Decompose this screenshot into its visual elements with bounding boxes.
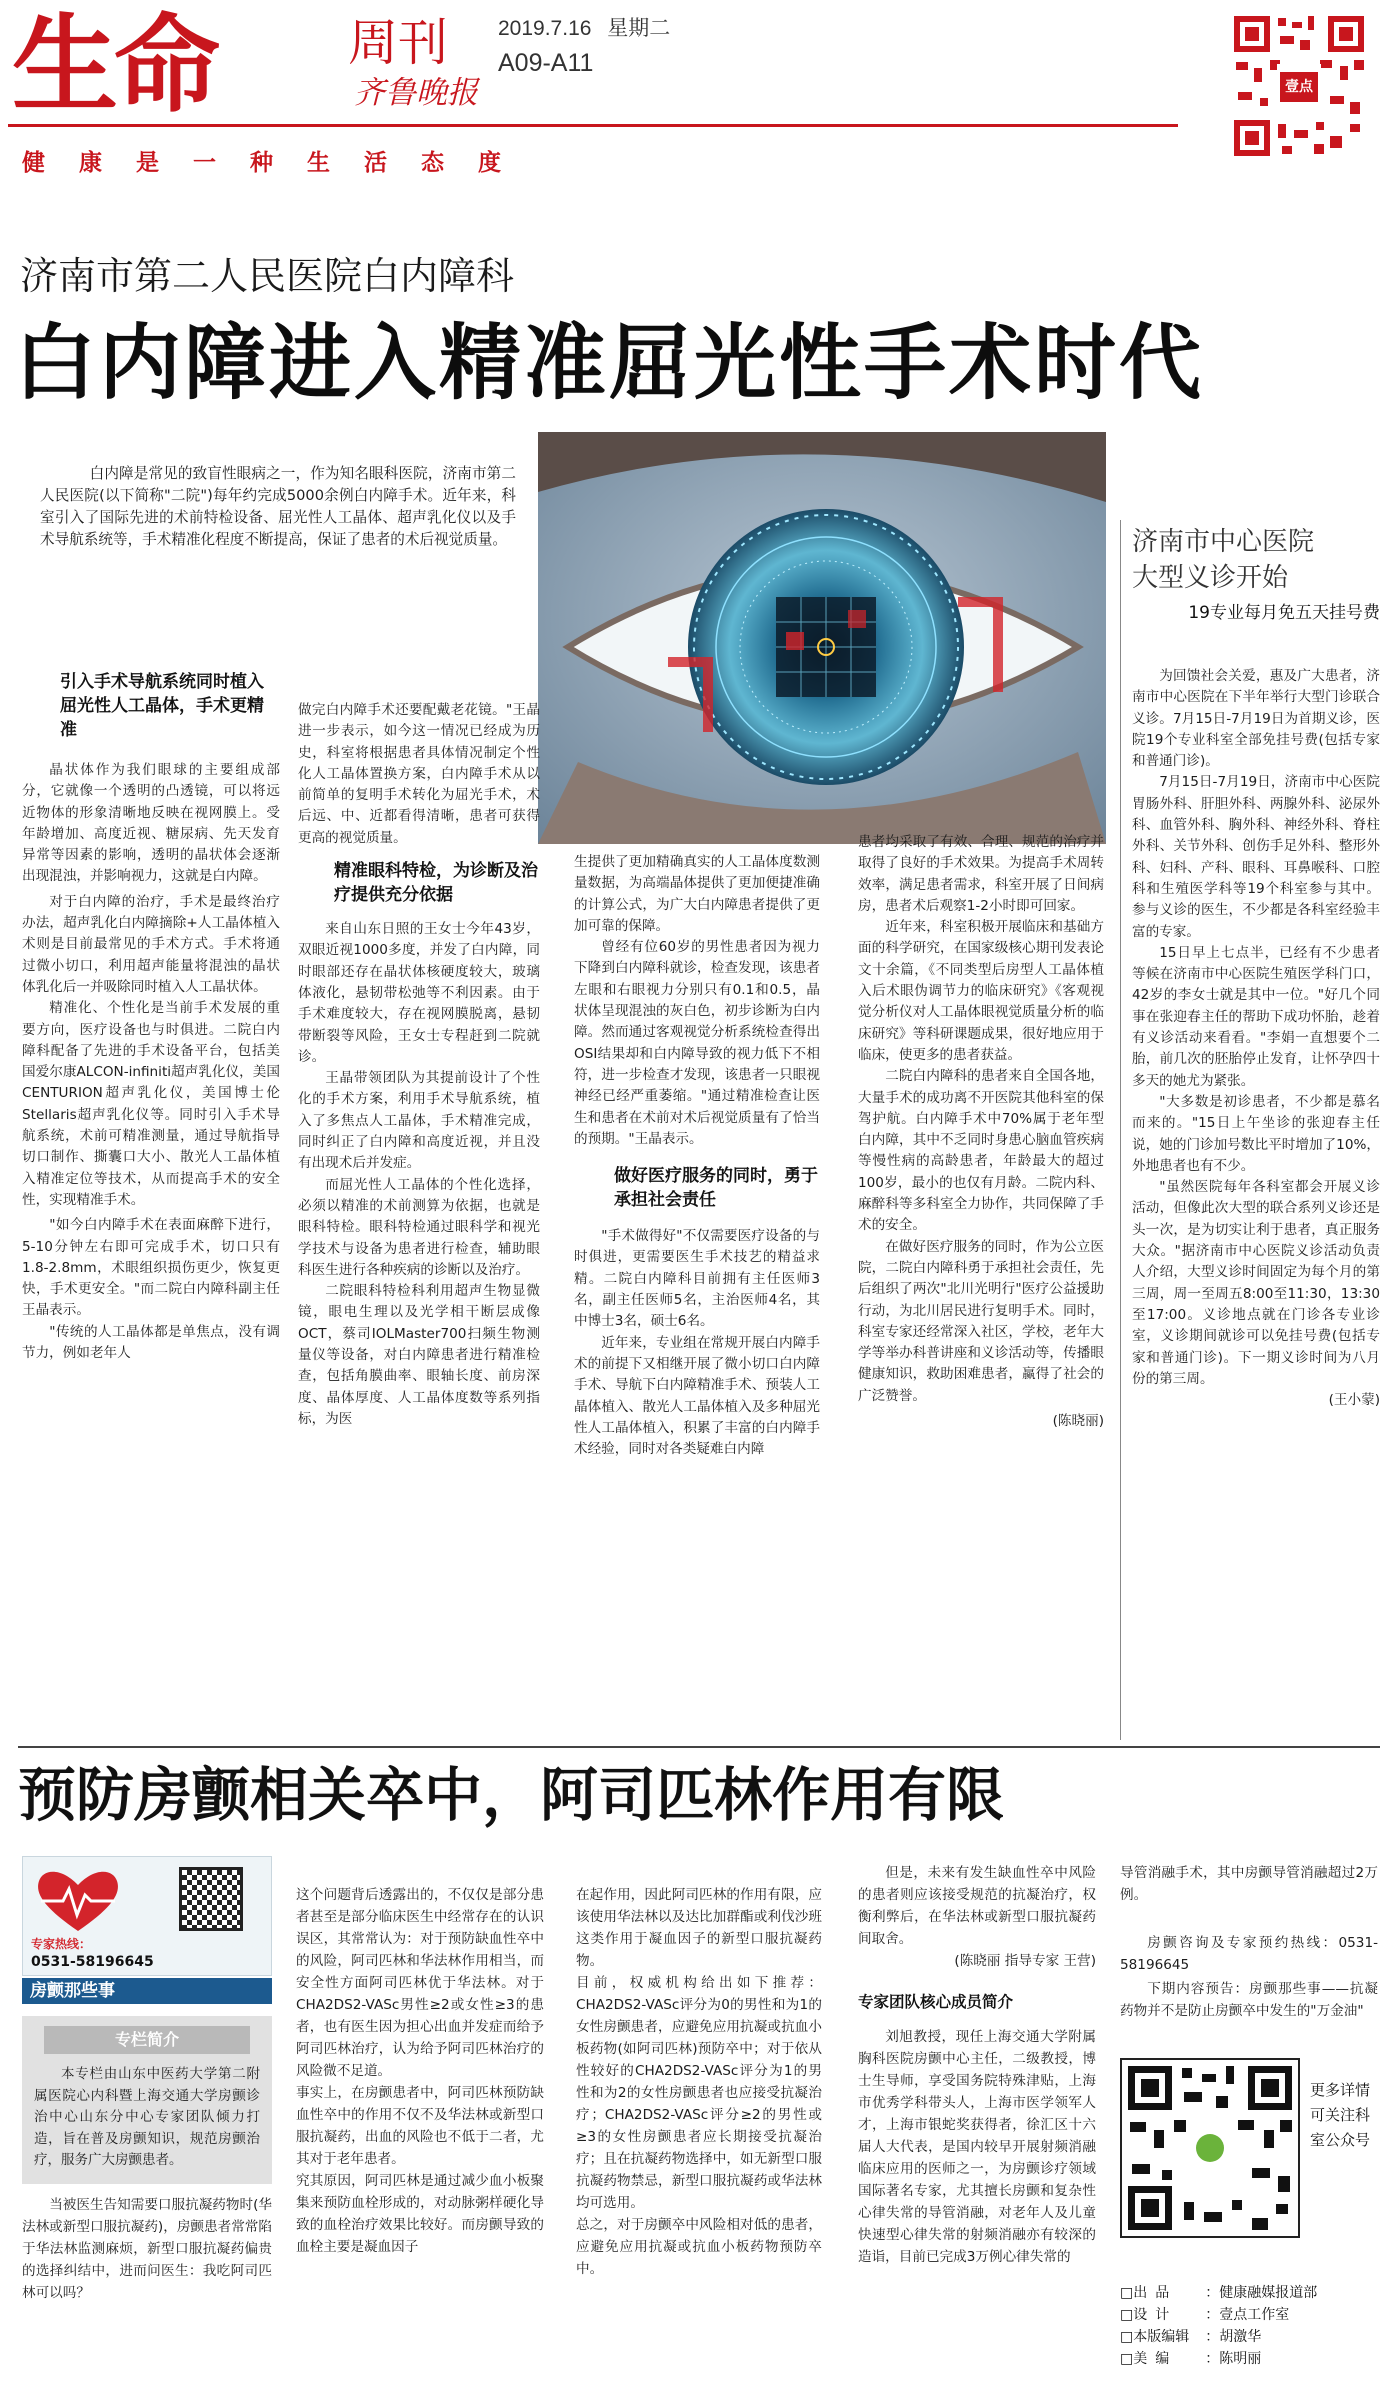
col2-body-top — [298, 700, 540, 849]
article1-col4 — [858, 832, 1104, 1432]
sidebar-intro-para: 本专栏由山东中医药大学第二附属医院心内科暨上海交通大学房颤诊治中心山东分中心专家团队倾力打造，旨在普及房颤知识，规范房颤治疗，服务广大房颤患者。 — [34, 2066, 260, 2168]
article3-col1-para: 当被医生告知需要口服抗凝药物时(华法林或新型口服抗凝药)，房颤患者常常陷于华法林监测麻烦，新型口服抗凝药偏贵的选择纠结中，进而问医生：我吃阿司匹林可以吗？ — [22, 2196, 272, 2301]
article3-col1-text — [22, 2194, 272, 2304]
credit-box-icon: □ — [1120, 2307, 1134, 2323]
article3-col4 — [858, 1862, 1096, 2268]
sidebar-banner — [22, 1856, 272, 1976]
col1-para: 对于白内障的治疗，手术是最终治疗办法，超声乳化白内障摘除+人工晶体植入术则是目前最常见的手术方式。手术将通过微小切口，利用超声能量将混浊的晶状体乳化后一并吸除同时植入人工晶状体。 — [22, 893, 280, 995]
article2-para: 为回馈社会关爱，惠及广大患者，济南市中心医院在下半年举行大型门诊联合义诊。7月15日-7月19日为首期义诊，医院19个专业科室全部免挂号费(包括专家和普通门诊)。 — [1132, 668, 1380, 770]
article3-col5-consult: 房颤咨询及专家预约热线：0531-58196645 — [1120, 1935, 1378, 1973]
sidebar-intro-heading: 专栏简介 — [44, 2026, 250, 2054]
col3-para: 近年来，专业组在常规开展白内障手术的前提下又相继开展了微小切口白内障手术、导航下白内障精准手术、预装人工晶体植入、散光人工晶体植入及多种屈光性人工晶体植入，积累了丰富的白内障手术经验，同时对各类疑难白内障 — [574, 1334, 820, 1458]
article3-col4-heading: 专家团队核心成员简介 — [858, 1993, 1014, 2011]
masthead-qr-code[interactable] — [1230, 12, 1368, 160]
masthead-date: 2019.7.16 — [498, 17, 592, 40]
col2-para: 而屈光性人工晶体的个性化选择，必须以精准的术前测算为依据，也就是眼科特检。眼科特检通过眼科学和视光学技术与设备为患者进行检查，辅助眼科医生进行各种疾病的诊断以及治疗。 — [298, 1176, 540, 1278]
col3-para: 曾经有位60岁的男性患者因为视力下降到白内障科就诊，检查发现，该患者左眼和右眼视力分别只有0.1和0.5，晶状体呈现混浊的灰白色，初步诊断为白内障。然而通过客观视觉分析系统检查得出OSI结果却和白内障导致的视力低下不相符，进一步检查才发现，该患者一只眼视神经已经严重萎缩。"通过精准检查让医生和患者在术前对术后视觉质量有了恰当的预期。"王晶表示。 — [574, 939, 820, 1147]
article2-para: "虽然医院每年各科室都会开展义诊活动，但像此次大型的联合系列义诊还是头一次，是为切实让利于患者，真正服务大众。"据济南市中心医院义诊活动负责人介绍，大型义诊时间固定为每个月的第三周，周一至周五8:00至11:30，13:30至17:00。义诊地点就在门诊各专业诊室，义诊期间就诊可以免挂号费(包括专家和普通门诊)。下一期义诊时间为八月份的第三周。 — [1132, 1179, 1380, 1387]
col4-para: 二院白内障科的患者来自全国各地，大量手术的成功离不开医院其他科室的保驾护航。白内障手术中70%属于老年型白内障，其中不乏同时身患心脑血管疾病等慢性病的高龄患者，年龄最大的超过100岁，最小的也仅有月龄。二院内科、麻醉科等多科室全力协作，共同保障了手术的安全。 — [858, 1068, 1104, 1234]
article1-col3 — [574, 852, 820, 1460]
article2-title-line2: 大型义诊开始 — [1132, 563, 1289, 593]
heart-icon — [33, 1865, 123, 1935]
credit-box-icon: □ — [1120, 2285, 1134, 2301]
qr-block — [1120, 2058, 1378, 2238]
col2-heading: 精准眼科特检，为诊断及治疗提供充分依据 — [334, 861, 538, 906]
article2-title-line1: 济南市中心医院 — [1132, 527, 1315, 557]
column-divider — [1120, 520, 1121, 1740]
col3-body-top — [574, 852, 820, 1150]
col3-para: "手术做得好"不仅需要医疗设备的与时俱进，更需要医生手术技艺的精益求精。二院白内障科目前拥有主任医师3名，副主任医师5名，主治医师4名，其中博士3名，硕士6名。 — [574, 1228, 820, 1330]
masthead-weekday: 星期二 — [607, 17, 671, 40]
article3-col5 — [1120, 1862, 1378, 2238]
col3-body — [574, 1226, 820, 1460]
eye-icon — [538, 432, 1106, 844]
credit-box-icon: □ — [1120, 2351, 1134, 2367]
credit-row: □出品 ：健康融媒报道部 — [1120, 2282, 1370, 2304]
section-rule — [18, 1746, 1380, 1748]
credit-key: 出品 — [1133, 2285, 1178, 2301]
article3-headline: 预防房颤相关卒中，阿司匹林作用有限 — [18, 1761, 1005, 1829]
sidebar-intro-box — [22, 2016, 272, 2184]
hotline-number: 0531-58196645 — [31, 1954, 154, 1970]
col1-para: 晶状体作为我们眼球的主要组成部分，它就像一个透明的凸透镜，可以将远近物体的形象清晰地反映在视网膜上。受年龄增加、高度近视、糖尿病、先天发育异常等因素的影响，透明的晶状体会逐渐出现混浊，并影响视力，这就是白内障。 — [22, 762, 280, 885]
col4-byline: (陈晓丽) — [1052, 1413, 1104, 1430]
article1-intro — [40, 463, 516, 551]
masthead-rule — [8, 124, 1178, 140]
masthead-brand: 生命 — [12, 4, 216, 127]
article3-sidebar — [22, 1856, 272, 2304]
masthead-slogan: 健康是一种生活态度 — [22, 150, 535, 176]
col2-body — [298, 919, 540, 1430]
col1-para: "如今白内障手术在表面麻醉下进行，5-10分钟左右即可完成手术，切口只有1.8-2.8mm，术眼组织损伤更少，恢复更快，手术更安全。"而二院白内障科副主任王晶表示。 — [22, 1217, 280, 1319]
credit-box-icon: □ — [1120, 2329, 1134, 2345]
qr-caption: 更多详情可关注科室公众号 — [1310, 2081, 1371, 2149]
article2-subtitle: 19专业每月免五天挂号费 — [1188, 603, 1380, 623]
article2-body — [1132, 666, 1380, 1390]
credit-value: 壹点工作室 — [1219, 2307, 1290, 2323]
credit-value: 陈明丽 — [1219, 2351, 1262, 2367]
masthead-paper: 齐鲁晚报 — [354, 75, 478, 111]
masthead-weekly: 周刊 — [348, 14, 448, 72]
article3-col5-top: 导管消融手术，其中房颤导管消融超过2万例。 — [1120, 1865, 1378, 1903]
article3-col4-top — [858, 1862, 1096, 1950]
article1-kicker: 济南市第二人民医院白内障科 — [20, 254, 515, 298]
sidebar-intro-text — [34, 2064, 260, 2172]
article2-para: "大多数是初诊患者，不少都是慕名而来的。"15日上午坐诊的张迎春主任说，她的门诊加号数比平时增加了10%，外地患者也有不少。 — [1132, 1093, 1380, 1174]
article2-para: 7月15日-7月19日，济南市中心医院胃肠外科、肝胆外科、两腺外科、泌尿外科、血管外科、胸外科、神经外科、脊柱外科、关节外科、创伤手足外科、整形外科、妇科、产科、眼科、耳鼻喉科、口腔科和生殖医学科等19个科室参与其中。参与义诊的医生，不少都是各科室经验丰富的专家。 — [1132, 774, 1380, 940]
article3-col3 — [576, 1862, 822, 2302]
col1-body — [22, 760, 280, 1364]
col1-para: "传统的人工晶体都是单焦点，没有调节力，例如老年人 — [22, 1323, 280, 1362]
masthead — [0, 0, 1395, 220]
article3-col5-preview: 下期内容预告：房颤那些事——抗凝药物并不是防止房颤卒中发生的"万金油" — [1120, 1981, 1378, 2019]
col4-para: 近年来，科室积极开展临床和基础方面的科学研究，在国家级核心期刊发表论文十余篇，《不同类型后房型人工晶体植入后术眼伪调节力的临床研究》《客观视觉分析仪对人工晶体眼视觉质量分析的临床研究》等科研课题成果，很好地应用于临床，使更多的患者获益。 — [858, 919, 1104, 1063]
wechat-qr-code[interactable] — [1120, 2058, 1300, 2238]
article1-col1 — [22, 670, 280, 1364]
article3-col4-bio — [858, 2026, 1096, 2268]
hotline-label: 专家热线： — [31, 1937, 92, 1951]
credit-key: 设计 — [1133, 2307, 1178, 2323]
eye-illustration — [538, 432, 1106, 844]
article1-intro-text: 白内障是常见的致盲性眼病之一，作为知名眼科医院，济南市第二人民医院(以下简称"二院")每年约完成5000余例白内障手术。近年来，科室引入了国际先进的术前特检设备、屈光性人工晶体、超声乳化仪以及手术导航系统等，手术精准化程度不断提高，保证了患者的术后视觉质量。 — [40, 465, 516, 548]
credits — [1120, 2282, 1370, 2370]
credit-key: 本版编辑 — [1133, 2329, 1190, 2345]
col1-heading: 引入手术导航系统同时植入屈光性人工晶体，手术更精准 — [60, 672, 264, 740]
sidebar-qr-code[interactable] — [179, 1867, 243, 1931]
credit-value: 健康融媒报道部 — [1219, 2285, 1318, 2301]
col2-para: 王晶带领团队为其提前设计了个性化的手术方案，利用手术导航系统，植入了多焦点人工晶体，手术精准完成，同时纠正了白内障和高度近视，并且没有出现术后并发症。 — [298, 1070, 540, 1172]
article3-col4-para: 但是，未来有发生缺血性卒中风险的患者则应该接受规范的抗凝治疗，权衡利弊后，在华法林或新型口服抗凝药间取舍。 — [858, 1865, 1096, 1947]
col3-heading: 做好医疗服务的同时，勇于承担社会责任 — [614, 1166, 818, 1211]
col3-para: 生提供了更加精确真实的人工晶体度数测量数据，为高端晶体提供了更加便捷准确的计算公式，为广大白内障患者提供了更加可靠的保障。 — [574, 854, 820, 934]
article2 — [1132, 524, 1380, 1411]
col2-para: 做完白内障手术还要配戴老花镜。"王晶进一步表示，如今这一情况已经成为历史，科室将根据患者具体情况制定个性化人工晶体置换方案，白内障手术从以前简单的复明手术转化为屈光手术，术后远、中、近都看得清晰，患者可获得更高的视觉质量。 — [298, 702, 540, 846]
article2-byline: (王小蒙) — [1328, 1392, 1380, 1409]
credit-row: □美编 ：陈明丽 — [1120, 2348, 1370, 2370]
article1-headline: 白内障进入精准屈光性手术时代 — [14, 316, 1205, 411]
col4-body — [858, 832, 1104, 1407]
credit-row: □本版编辑 ：胡激华 — [1120, 2326, 1370, 2348]
masthead-date-line — [498, 16, 670, 42]
article3-col2-para: 这个问题背后透露出的，不仅仅是部分患者甚至是部分临床医生中经常存在的认识误区，其常常认为：对于预防缺血性卒中的风险，阿司匹林和华法林作用相当，而安全性方面阿司匹林优于华法林。对于CHA2DS2-VASc男性≥2或女性≥3的患者，也有医生因为担心出血并发症而给予阿司匹林治疗，认为给予阿司匹林治疗的风险微不足道。 事实上，在房颤患者中，阿司匹林预防缺血性卒中的作用不仅不及华法林或新型口服抗凝药，出血的风险也不低于二者，尤其对于老年患者。 究其原因，阿司匹林是通过减少血小板聚集来预防血栓形成的，对动脉粥样硬化导致的血栓治疗效果比较好。而房颤导致的血栓主要是凝血因子 — [296, 1887, 544, 2255]
article2-para: 15日早上七点半，已经有不少患者等候在济南市中心医院生殖医学科门口，42岁的李女士就是其中一位。"好几个同事在张迎春主任的帮助下成功怀胎，趁着有义诊活动来看看。"李娟一直想要个二胎，前几次的胚胎停止发育，让怀孕四十多天的她尤为紧张。 — [1132, 944, 1380, 1089]
masthead-pages: A09-A11 — [498, 49, 594, 77]
col2-para: 来自山东日照的王女士今年43岁，双眼近视1000多度，并发了白内障，同时眼部还存在晶状体核硬度较大，玻璃体液化，悬韧带松弛等不利因素。由于手术难度较大，存在视网膜脱离，悬韧带断裂等风险，王女士专程赶到二院就诊。 — [298, 921, 540, 1065]
article3-col3-para: 在起作用，因此阿司匹林的作用有限，应该使用华法林以及达比加群酯或利伐沙班这类作用于凝血因子的新型口服抗凝药物。 目前，权威机构给出如下推荐：CHA2DS2-VASc评分为0的男性和为1的女性房颤患者，应避免应用抗凝或抗血小板药物(如阿司匹林)预防卒中；对于依从性较好的CHA2DS2-VASc评分为1的男性和为2的女性房颤患者也应接受抗凝治疗；CHA2DS2-VASc评分≥2的男性或≥3的女性房颤患者应长期接受抗凝治疗；且在抗凝药物选择中，如无新型口服抗凝药物禁忌，新型口服抗凝药或华法林均可选用。 总之，对于房颤卒中风险相对低的患者，应避免应用抗凝或抗血小板药物预防卒中。 — [576, 1887, 822, 2277]
col4-para: 患者均采取了有效、合理、规范的治疗并取得了良好的手术效果。为提高手术周转效率，满足患者需求，科室开展了日间病房，患者术后观察1-2小时即可回家。 — [858, 834, 1104, 914]
sidebar-column-name: 房颤那些事 — [22, 1978, 272, 2004]
col1-para: 精准化、个性化是当前手术发展的重要方向，医疗设备也与时俱进。二院白内障科配备了先进的手术设备平台，包括美国爱尔康ALCON-infiniti超声乳化仪，美国CENTURION超声乳化仪，美国博士伦Stellaris超声乳化仪等。同时引入手术导航系统，术前可精准测量，通过导航指导切口制作、撕囊口大小、散光人工晶体植入精准定位等技术，从而提高手术的安全性，实现精准手术。 — [22, 1000, 280, 1208]
col4-para: 在做好医疗服务的同时，作为公立医院，二院白内障科勇于承担社会责任，先后组织了两次"北川光明行"医疗公益援助行动，为北川居民进行复明手术。同时，科室专家还经常深入社区，学校，老年大学等举办科普讲座和义诊活动等，传播眼健康知识，救助困难患者，赢得了社会的广泛赞誉。 — [858, 1238, 1104, 1404]
credit-value: 胡激华 — [1219, 2329, 1262, 2345]
credit-key: 美编 — [1133, 2351, 1178, 2367]
article1-col2 — [298, 700, 540, 1430]
article3-col4-bio-para: 刘旭教授，现任上海交通大学附属胸科医院房颤中心主任，二级教授，博士生导师，享受国务院特殊津贴，上海市优秀学科带头人，上海市医学领军人才，上海市银蛇奖获得者，徐汇区十六届人大代表，是国内较早开展射频消融临床应用的医师之一，为房颤诊疗领域国际著名专家，尤其擅长房颤和复杂性心律失常的导管消融，对老年人及儿童快速型心律失常的射频消融亦有较深的造诣，目前已完成3万例心律失常的 — [858, 2029, 1096, 2265]
credit-row: □设计 ：壹点工作室 — [1120, 2304, 1370, 2326]
article3-col2 — [296, 1862, 544, 2280]
article3-col4-byline: (陈晓丽 指导专家 王营) — [954, 1953, 1096, 1969]
qr-pattern-icon — [1122, 2060, 1298, 2236]
qr-center-label: 壹点 — [1280, 72, 1318, 102]
col2-para: 二院眼科特检科利用超声生物显微镜，眼电生理以及光学相干断层成像OCT，蔡司IOLMaster700扫频生物测量仪等设备，对白内障患者进行精准检查，包括角膜曲率、眼轴长度、前房深度、晶体厚度、人工晶体度数等系列指标，为医 — [298, 1283, 540, 1427]
